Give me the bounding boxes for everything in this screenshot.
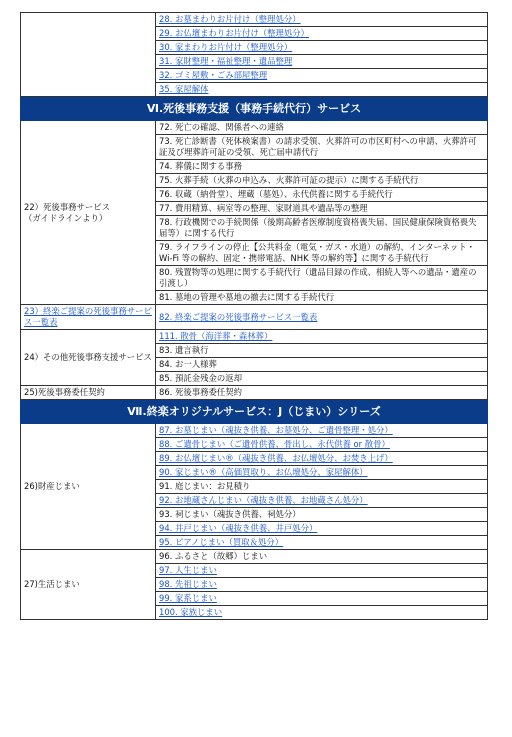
group-27-row [21,550,488,564]
group-26-item[interactable] [156,438,488,452]
group-26-row [21,424,488,438]
service-text: 91. 庭じまい：お見積り [159,481,251,491]
service-link[interactable]: 92. お地蔵さんじまい（魂抜き供養、お地蔵さん処分） [159,495,368,505]
group-22-item [156,121,488,135]
service-text: 73. 死亡診断書（死体検案書）の請求受領、火葬許可の市区町村への申請、火葬許可証及び埋葬許可証の受領、死亡届申請代行 [159,136,477,157]
service-text: 76. 収蔵（納骨堂）、埋蔵（墓処）、永代供養に関する手続代行 [159,189,393,199]
top-group-item[interactable] [156,27,488,41]
service-link[interactable]: 98. 先祖じまい [159,579,217,589]
service-text: 81. 墓地の管理や墓地の撤去に関する手続代行 [159,292,335,302]
services-table [20,12,488,620]
top-group-row [21,13,488,27]
service-text: 77. 費用精算、病室等の整理、家財道具や遺品等の整理 [159,203,368,213]
group-24-label: 24）その他死後事務支援サービス [21,330,156,386]
group-24-item [156,344,488,358]
service-link[interactable]: 28. お墓まわりお片付け（整理処分） [159,14,301,24]
top-group-label [21,13,156,97]
group-22-item [156,291,488,305]
group-23-item[interactable] [156,305,488,330]
group-25-item [156,386,488,400]
service-text: 84. お一人様葬 [159,359,217,369]
service-text: 96. ふるさと（故郷）じまい [159,551,268,561]
service-link[interactable]: 30. 家まわりお片付け（整理処分） [159,42,293,52]
service-link[interactable]: 82. 終楽ご提案の死後事務サービス一覧表 [159,311,318,322]
group-22-item [156,174,488,188]
top-group-item[interactable] [156,55,488,69]
group-26-label: 26)財産じまい [21,424,156,550]
section-vi-header: Ⅵ.死後事務支援（事務手続代行）サービス [21,97,488,121]
group-26-item [156,508,488,522]
group-24-item [156,372,488,386]
group-22-row [21,121,488,135]
group-22-item [156,216,488,241]
service-text: 86. 死後事務委任契約 [159,387,242,397]
service-link[interactable]: 87. お墓じまい（魂抜き供養、お墓処分、ご遺骨整理・処分） [159,425,393,435]
service-text: 74. 葬儀に関する事務 [159,161,242,171]
top-group-item[interactable] [156,41,488,55]
service-link[interactable]: 111. 散骨（海洋葬・森林葬） [159,331,273,341]
group-22-item [156,135,488,160]
group-27-item[interactable] [156,564,488,578]
service-text: 93. 祠じまい（魂抜き供養、祠処分） [159,509,301,519]
service-text: 79. ライフラインの停止【公共料金（電気・ガス・水道）の解約、インターネット・Wi-Fi 等の解約、固定・携帯電話、NHK 等の解約等】に関する手続代行 [159,242,475,263]
group-23-row [21,305,488,330]
group-25-row [21,386,488,400]
service-link[interactable]: 35. 家屋解体 [159,84,209,94]
group-22-item [156,266,488,291]
top-group-item[interactable] [156,13,488,27]
service-link[interactable]: 31. 家財整理・福祉整理・遺品整理 [159,56,293,66]
group-26-item[interactable] [156,522,488,536]
service-text: 83. 遺言執行 [159,345,209,355]
service-link[interactable]: 95. ピアノじまい（買取＆処分） [159,537,284,547]
group-26-item[interactable] [156,424,488,438]
group-22-label: 22）死後事務サービス （ガイドラインより） [21,121,156,305]
service-link[interactable]: 99. 家系じまい [159,593,217,603]
service-text: 75. 火葬手続（火葬の申込み、火葬許可証の提示）に関する手続代行 [159,175,419,185]
service-link[interactable]: 32. ゴミ屋敷・ごみ部屋整理 [159,70,268,80]
service-text: 80. 残置物等の処理に関する手続代行（遺品目録の作成、相続人等への遺品・遺産の引渡し） [159,267,477,288]
group-27-item[interactable] [156,606,488,620]
group-23-label[interactable]: 23）終楽ご提案の死後事務サービス一覧表 [21,305,156,330]
service-link[interactable]: 29. お仏壇まわりお片付け（整理処分） [159,28,309,38]
group-24-row [21,330,488,344]
top-group-item[interactable] [156,69,488,83]
service-text: 72. 死亡の確認、関係者への連絡 [159,122,284,132]
group-22-item [156,241,488,266]
group-27-item [156,550,488,564]
group-25-label: 25)死後事務委任契約 [21,386,156,400]
service-link[interactable]: 88. ご遺骨じまい（ご遺骨供養、骨出し、永代供養 or 散骨） [159,439,390,449]
section-vii-header-row [21,400,488,424]
service-text: 78. 行政機関での手続関係（後期高齢者医療制度資格喪失届、国民健康保険資格喪失届等）に関する代行 [159,217,477,238]
section-vii-header: Ⅶ.終楽オリジナルサービス：J（じまい）シリーズ [21,400,488,424]
group-27-item[interactable] [156,592,488,606]
group-26-item[interactable] [156,536,488,550]
group-26-item[interactable] [156,452,488,466]
group-27-item[interactable] [156,578,488,592]
group-24-item [156,358,488,372]
service-link[interactable]: 89. お仏壇じまい®（魂抜き供養、お仏壇処分、お焚き上げ） [159,453,393,463]
top-group-item[interactable] [156,83,488,97]
service-text: 85. 預託金残金の返却 [159,373,242,383]
service-link[interactable]: 97. 人生じまい [159,565,217,575]
group-24-item[interactable] [156,330,488,344]
group-26-item[interactable] [156,494,488,508]
group-26-item[interactable] [156,466,488,480]
section-vi-header-row [21,97,488,121]
group-22-item [156,160,488,174]
group-26-item [156,480,488,494]
service-link[interactable]: 94. 井戸じまい（魂抜き供養、井戸処分） [159,523,318,533]
group-27-label: 27)生活じまい [21,550,156,620]
document [20,12,488,620]
service-link[interactable]: 100. 家族じまい [159,607,223,617]
service-link[interactable]: 90. 家じまい®（高価買取り、お仏壇処分、家屋解体） [159,467,368,477]
group-22-item [156,188,488,202]
group-22-item [156,202,488,216]
